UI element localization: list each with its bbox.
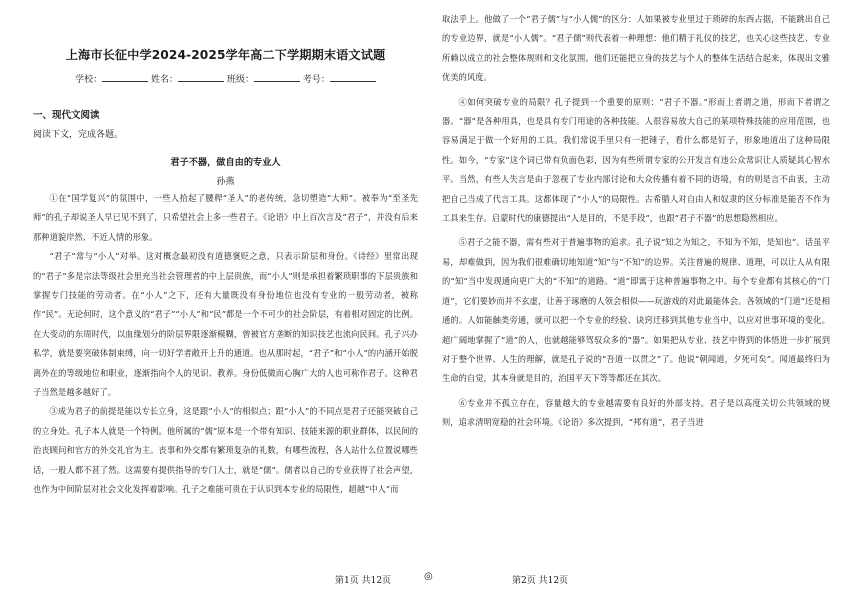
section-heading: 一、现代文阅读	[33, 110, 100, 121]
school-label: 学校：	[75, 75, 103, 85]
right-page	[430, 0, 860, 607]
page-footer-left: 第1页 共12页	[335, 576, 392, 586]
paragraph-2: “君子”常与“小人”对举。这对概念最初没有道德褒贬之意，只表示阶层和身份。《诗经》里常出现的“君子”多是宗法等级社会里充当社会管理者的中上层贵族，而“小人”则是承担着繁琐职事的下层贵族和掌握专门技能的劳动者。在“小人”之下，还有大量既没有身份地位也没有专业的一般劳动者，被称作“民”。无论何时，这个意义的“君子”“小人”和“民”都是一个不可少的社会阶层，有着相对固定的比例。在大变动的东周时代，以血缘划分的阶层界限逐渐模糊，曾被官方垄断的知识技艺也流向民间。孔子兴办私学，就是要突破体制束缚，向一切好学者敞开上升的通道。也从那时起，“君子”和“小人”的内涵开始脱离外在的等级地位和职业，逐渐指向个人的见识、教养。身份低微而心胸广大的人也可称作君子。这种君子当然是越多越好了。	[33, 251, 418, 398]
exam-no-blank[interactable]	[330, 72, 376, 82]
name-blank[interactable]	[178, 72, 224, 82]
paragraph-6: ⑥专业并不孤立存在，容量越大的专业越需要有良好的外部支持。君子是以高度关切公共领域的规则，追求清明宽稳的社会环境。《论语》多次提到，“邦有道”，君子当进	[442, 397, 830, 428]
page-footer-right: 第2页 共12页	[512, 576, 569, 586]
paragraph-4: ④如何突破专业的局限？孔子提到一个重要的原则：“君子不器。”形而上者谓之道，形而下者谓之器。“器”是各种用具，也是具有专门用途的各种技能。人很容易放大自己的某项特殊技能的应用范围，也容易满足于做一个好用的工具。我们常说手里只有一把锤子，看什么都是钉子，形象地道出了这种局限性。如今，“专家”这个词已带有负面色彩，因为有些所谓专家的公开发言有违公众常识让人质疑其心智水平。当然，有些人失言是由于忽视了专业内部讨论和大众传播有着不同的语境，有的则是言不由衷，主动把自己当成了代言工具。这都体现了“小人”的局限性。古希腊人对自由人和奴隶的区分标准是能否不作为工具来生存。启蒙时代的康德提出“人是目的，不是手段”，也跟“君子不器”的思想隐然相应。	[442, 96, 830, 224]
article-title: 君子不器，做自由的专业人	[170, 157, 281, 168]
binding-mark-icon: ◎	[424, 571, 433, 582]
right-column	[442, 12, 830, 433]
article-author: 孙燕	[216, 177, 235, 187]
exam-no-label: 考号：	[302, 75, 330, 85]
left-column	[33, 12, 418, 500]
name-label: 姓名：	[151, 75, 179, 85]
paragraph-continued: 取法乎上。他做了一个“君子儒”与“小人儒”的区分：人如果被专业里过于琐碎的东西占据，不能跳出自己的专业边界，就是“小人儒”。“君子儒”则代表着一种理想：他们精于礼仪的技艺，也关心这些技艺、专业所赖以成立的社会整体规则和文化氛围。他们还能把立身的技艺与个人的整体生活结合起来，体现出文雅优美的风度。	[442, 14, 830, 83]
paragraph-1: ①在“国学复兴”的氛围中，一些人拾起了腰稈“圣人”的老传统，急切塑造“大师”。被奉为“至圣先师”的孔子却说圣人早已见不到了，只希望社会上多一些君子。《论语》中上百次言及“君子”，并没有后来那种道貌岸然、不近人情的形象。	[33, 193, 418, 242]
instruction: 阅读下文，完成各题。	[33, 130, 124, 140]
class-blank[interactable]	[254, 72, 300, 82]
paragraph-3: ③成为君子的前提是能以专长立身，这是跟“小人”的相似点；跟“小人”的不同点是君子还能突破自己的立身处。孔子本人就是一个特例。他所属的“儒”原本是一个带有知识、技能来源的职业群体，以民间的治丧顾问和官方的外交礼官为主。丧事和外交都有繁琐复杂的礼数，有哪些流程，各人站什么位置说哪些话，一般人都不甚了然。这需要有提供指导的专门人士，就是“儒”。儒者以自己的专业获得了社会声望，也作为中间阶层对社会文化发挥着影响。孔子之难能可贵在于认识到本专业的局限性，超越“中人”而	[33, 406, 418, 495]
class-label: 班级：	[226, 75, 254, 85]
exam-title: 上海市长征中学2024-2025学年高二下学期期末语文试题	[65, 48, 386, 62]
student-info-line	[33, 72, 418, 85]
paragraph-5: ⑤君子之能不器，需有些对于普遍事物的追求。孔子说“知之为知之，不知为不知，是知也”。话虽平易，却难做到，因为我们很难确切地知道“知”与“不知”的边界。关注普遍的规律、道理，可以让人从有限的“知”当中发现通向更广大的“不知”的道路。“道”即寓于这种普遍事物之中。每个专业都有其核心的“门道”，它们要妙而并不玄虚，让善于琢磨的人领会相似——玩游戏的对此最能体会。各领域的“门道”还是相通的。人如能触类旁通，就可以把一个专业的经验、诀窍迁移到其他专业当中，以应对世事环境的变化。超广阔地掌握了“道”的人，也就越能够驾驭众多的“器”。如果把从专业、技艺中得到的体悟进一步扩展到对于整个世界、人生的理解，就是孔子说的“吾道一以贯之”了。他说“朝闻道，夕死可矣”。闻道最终归为生命的自觉，其本身就是目的，治国平天下等等都还在其次。	[442, 237, 830, 384]
school-blank[interactable]	[102, 72, 148, 82]
